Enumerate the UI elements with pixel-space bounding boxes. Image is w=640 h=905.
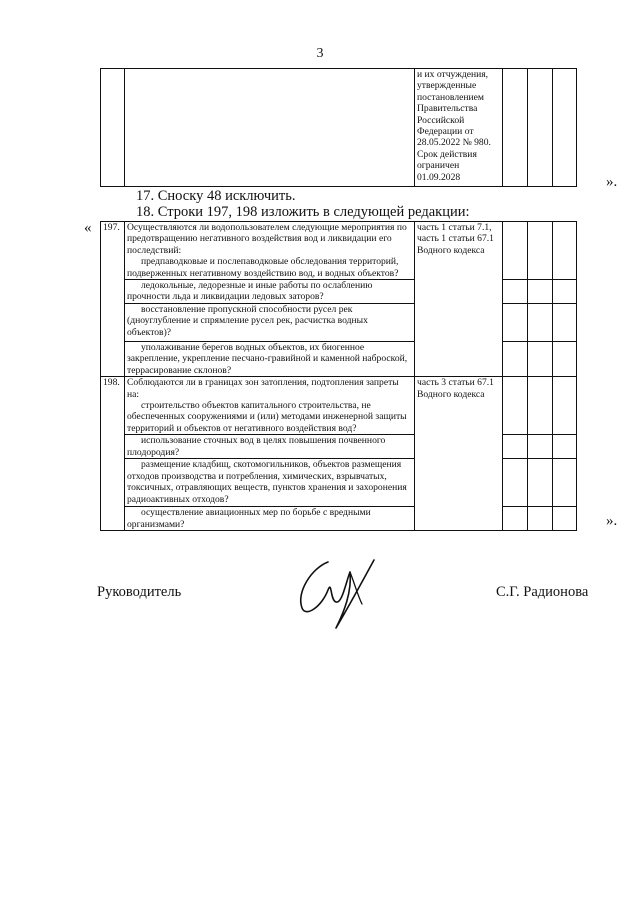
table-row (101, 435, 577, 459)
amendment-item-18: 18. Строки 197, 198 изложить в следующей редакции: (136, 204, 470, 220)
table-cell (553, 222, 577, 280)
row-number: 197. (101, 222, 125, 377)
opening-quote: « (84, 220, 92, 236)
legal-basis-cell: часть 1 статьи 7.1, часть 1 статьи 67.1 Водного кодекса (415, 222, 503, 377)
signatory-role: Руководитель (97, 584, 182, 600)
amendment-item-17: 17. Сноску 48 исключить. (136, 188, 296, 204)
table-cell (528, 222, 553, 280)
table-row (101, 304, 577, 342)
main-table (100, 221, 577, 531)
legal-basis-cell: и их отчуждения, утвержденные постановлением Правительства Российской Федерации от 28.05.2022 № 980. Срок действия ограничен 01.09.2028 (415, 69, 503, 187)
table-cell (553, 304, 577, 342)
table-cell (503, 507, 528, 531)
table-row (101, 222, 577, 280)
table-cell (125, 377, 415, 435)
table-cell (528, 507, 553, 531)
signatory-name: С.Г. Радионова (496, 584, 589, 600)
table-row (101, 280, 577, 304)
legal-basis-cell: часть 3 статьи 67.1 Водного кодекса (415, 377, 503, 531)
table-cell (528, 304, 553, 342)
table-cell (101, 69, 125, 187)
table-cell (528, 280, 553, 304)
sub-question: предпаводковые и послепаводковые обследования территорий, подверженных негативному воздействию вод, и водных объектов? (127, 256, 399, 279)
handwritten-signature (292, 552, 392, 630)
table-cell (553, 342, 577, 377)
table-cell (503, 342, 528, 377)
table-cell (553, 280, 577, 304)
table-cell (553, 69, 577, 187)
sub-question: размещение кладбищ, скотомогильников, объектов размещения отходов производства и потребления, химических, взрывчатых, токсичных, отравляющих веществ, пунктов хранения и захоронения радиоактивных отходов? (125, 459, 415, 507)
table-cell (528, 342, 553, 377)
page-number: 3 (316, 46, 324, 61)
table-row (101, 507, 577, 531)
table-cell (503, 304, 528, 342)
table-cell (503, 69, 528, 187)
table-cell (528, 459, 553, 507)
table-row (101, 377, 577, 435)
sub-question: ледокольные, ледорезные и иные работы по ослаблению прочности льда и ликвидации ледовых заторов? (125, 280, 415, 304)
table-cell (553, 459, 577, 507)
table-cell (553, 435, 577, 459)
table-cell (125, 222, 415, 280)
table-cell (503, 435, 528, 459)
table-cell (553, 377, 577, 435)
sub-question: восстановление пропускной способности русел рек (дноуглубление и спрямление русел рек, расчистка водных объектов)? (125, 304, 415, 342)
sub-question: уполаживание берегов водных объектов, их биогенное закрепление, укрепление песчано-гравийной и каменной наброской, террасирование склонов? (125, 342, 415, 377)
table-cell (553, 507, 577, 531)
question-text: Осуществляются ли водопользователем следующие мероприятия по предотвращению негативного воздействия вод и ликвидации его последствий: (127, 222, 407, 256)
question-text: Соблюдаются ли в границах зон затопления, подтопления запреты на: (127, 377, 399, 400)
closing-quote: ». (606, 513, 618, 529)
table-cell (503, 280, 528, 304)
closing-quote: ». (606, 174, 618, 190)
table-row (101, 459, 577, 507)
table-cell (503, 222, 528, 280)
sub-question: использование сточных вод в целях повышения почвенного плодородия? (125, 435, 415, 459)
table-cell (503, 459, 528, 507)
sub-question: строительство объектов капитального строительства, не обеспеченных сооружениями и (или) методами инженерной защиты территорий и объектов от негативного воздействия вод? (127, 400, 407, 434)
row-number: 198. (101, 377, 125, 531)
table-cell (125, 69, 415, 187)
table-cell (528, 435, 553, 459)
table-cell (528, 377, 553, 435)
table-cell (528, 69, 553, 187)
table-row (101, 342, 577, 377)
table-cell (503, 377, 528, 435)
top-table (100, 68, 577, 187)
sub-question: осуществление авиационных мер по борьбе с вредными организмами? (125, 507, 415, 531)
